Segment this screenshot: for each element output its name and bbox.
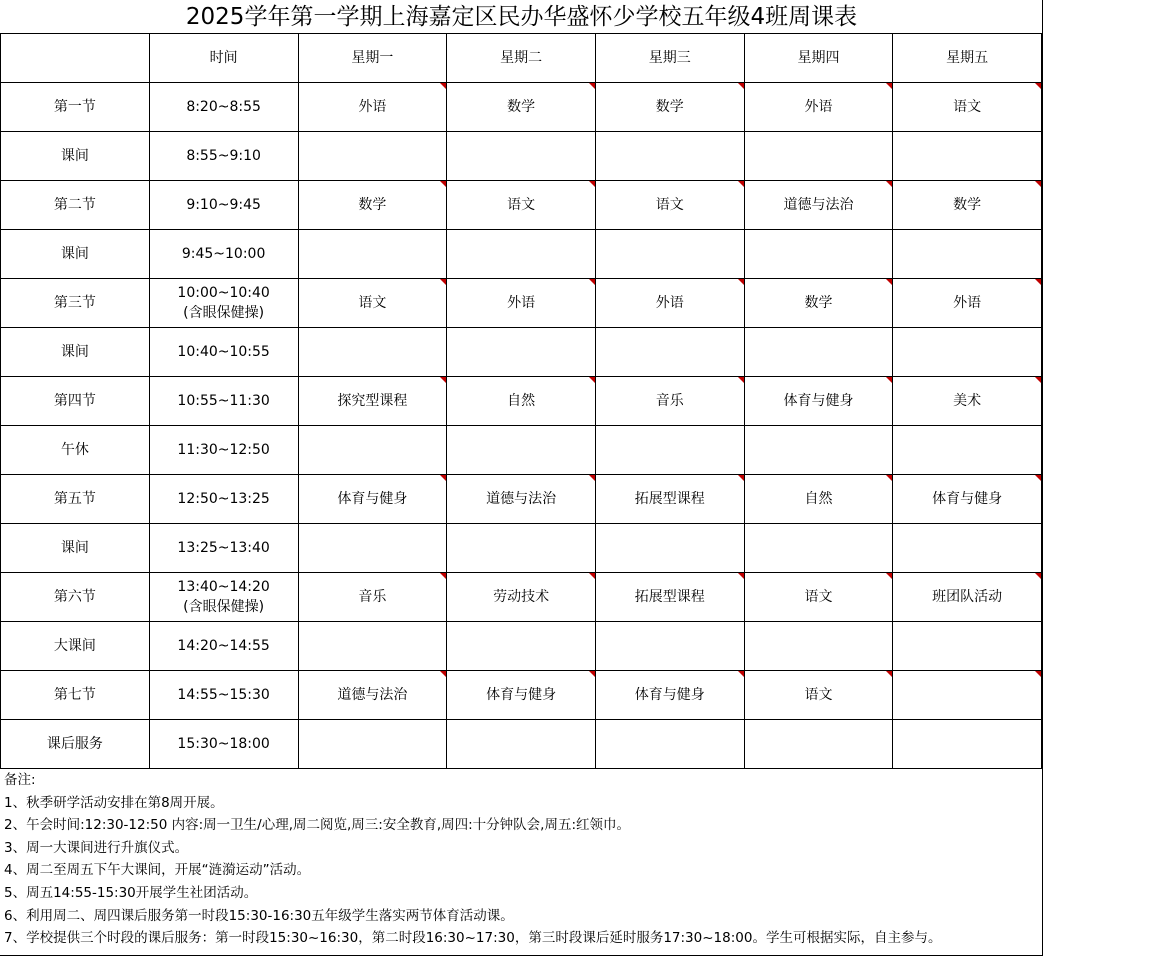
class-cell-thursday[interactable]: 体育与健身 <box>744 377 893 426</box>
class-cell-wednesday[interactable] <box>595 426 744 475</box>
time-range: 13:25~13:40 <box>177 540 270 556</box>
class-cell-monday[interactable] <box>298 328 447 377</box>
note-line: 2、午会时间:12:30-12:50 内容:周一卫生/心理,周二阅览,周三:安全教育,周四:十分钟队会,周五:红领巾。 <box>4 817 631 834</box>
period-cell[interactable]: 课间 <box>1 524 150 573</box>
class-cell-thursday[interactable]: 数学 <box>744 279 893 328</box>
class-cell-friday[interactable]: 数学 <box>893 181 1042 230</box>
period-cell[interactable]: 第五节 <box>1 475 150 524</box>
time-range: 13:40~14:20 <box>177 579 270 595</box>
table-row <box>1 573 1042 622</box>
period-cell[interactable]: 第七节 <box>1 671 150 720</box>
class-cell-wednesday[interactable] <box>595 524 744 573</box>
class-cell-friday[interactable] <box>893 132 1042 181</box>
note-line: 6、利用周二、周四课后服务第一时段15:30-16:30五年级学生落实两节体育活动课。 <box>4 907 514 924</box>
class-cell-monday[interactable]: 语文 <box>298 279 447 328</box>
time-cell[interactable] <box>149 132 298 181</box>
class-cell-tuesday[interactable]: 劳动技术 <box>447 573 596 622</box>
note-line: 5、周五14:55-15:30开展学生社团活动。 <box>4 884 258 901</box>
class-cell-wednesday[interactable] <box>595 328 744 377</box>
class-cell-monday[interactable]: 体育与健身 <box>298 475 447 524</box>
time-range: 10:40~10:55 <box>177 344 270 360</box>
class-cell-wednesday[interactable] <box>595 230 744 279</box>
time-cell[interactable] <box>149 671 298 720</box>
period-cell[interactable]: 第二节 <box>1 181 150 230</box>
class-cell-wednesday[interactable]: 外语 <box>595 279 744 328</box>
class-cell-monday[interactable] <box>298 720 447 769</box>
header-cell-monday[interactable]: 星期一 <box>298 34 447 83</box>
time-cell[interactable] <box>149 622 298 671</box>
period-cell[interactable]: 课间 <box>1 328 150 377</box>
table-row <box>1 132 1042 181</box>
page-title: 2025学年第一学期上海嘉定区民办华盛怀少学校五年级4班周课表 <box>0 0 1043 34</box>
class-cell-tuesday[interactable] <box>447 132 596 181</box>
time-note: (含眼保健操) <box>183 305 265 321</box>
class-cell-tuesday[interactable] <box>447 720 596 769</box>
note-line: 1、秋季研学活动安排在第8周开展。 <box>4 794 224 811</box>
class-cell-tuesday[interactable] <box>447 426 596 475</box>
class-cell-wednesday[interactable] <box>595 132 744 181</box>
period-cell[interactable]: 课间 <box>1 132 150 181</box>
class-cell-wednesday[interactable]: 拓展型课程 <box>595 573 744 622</box>
header-cell-tuesday[interactable]: 星期二 <box>447 34 596 83</box>
class-cell-tuesday[interactable]: 数学 <box>447 83 596 132</box>
class-cell-tuesday[interactable] <box>447 524 596 573</box>
class-cell-thursday[interactable] <box>744 426 893 475</box>
class-cell-monday[interactable] <box>298 426 447 475</box>
table-row <box>1 83 1042 132</box>
class-cell-thursday[interactable]: 自然 <box>744 475 893 524</box>
class-cell-monday[interactable]: 探究型课程 <box>298 377 447 426</box>
class-cell-wednesday[interactable]: 语文 <box>595 181 744 230</box>
class-cell-wednesday[interactable]: 数学 <box>595 83 744 132</box>
time-range: 10:00~10:40 <box>177 285 270 301</box>
time-range: 14:55~15:30 <box>177 687 270 703</box>
table-row <box>1 377 1042 426</box>
time-range: 8:20~8:55 <box>186 99 261 115</box>
time-cell[interactable] <box>149 181 298 230</box>
header-row <box>1 34 1042 83</box>
class-cell-tuesday[interactable]: 体育与健身 <box>447 671 596 720</box>
class-cell-tuesday[interactable]: 道德与法治 <box>447 475 596 524</box>
class-cell-friday[interactable] <box>893 230 1042 279</box>
period-cell[interactable]: 课间 <box>1 230 150 279</box>
period-cell[interactable]: 课后服务 <box>1 720 150 769</box>
header-cell-thursday[interactable]: 星期四 <box>744 34 893 83</box>
period-cell[interactable]: 第三节 <box>1 279 150 328</box>
timetable-body <box>1 83 1042 769</box>
class-cell-thursday[interactable]: 语文 <box>744 573 893 622</box>
time-range: 11:30~12:50 <box>177 442 270 458</box>
table-row <box>1 720 1042 769</box>
class-cell-monday[interactable] <box>298 622 447 671</box>
class-cell-monday[interactable]: 道德与法治 <box>298 671 447 720</box>
class-cell-tuesday[interactable] <box>447 328 596 377</box>
time-cell[interactable] <box>149 230 298 279</box>
period-cell[interactable]: 大课间 <box>1 622 150 671</box>
time-range: 14:20~14:55 <box>177 638 270 654</box>
class-cell-thursday[interactable] <box>744 720 893 769</box>
table-row <box>1 524 1042 573</box>
time-cell[interactable] <box>149 328 298 377</box>
class-cell-thursday[interactable] <box>744 524 893 573</box>
class-cell-thursday[interactable] <box>744 132 893 181</box>
time-cell[interactable] <box>149 720 298 769</box>
header-cell-friday[interactable]: 星期五 <box>893 34 1042 83</box>
class-cell-thursday[interactable] <box>744 622 893 671</box>
class-cell-wednesday[interactable]: 拓展型课程 <box>595 475 744 524</box>
class-cell-wednesday[interactable]: 音乐 <box>595 377 744 426</box>
class-cell-friday[interactable] <box>893 524 1042 573</box>
class-cell-thursday[interactable]: 外语 <box>744 83 893 132</box>
table-row <box>1 622 1042 671</box>
note-line: 3、周一大课间进行升旗仪式。 <box>4 839 189 856</box>
class-cell-wednesday[interactable] <box>595 622 744 671</box>
time-range: 15:30~18:00 <box>177 736 270 752</box>
class-cell-tuesday[interactable]: 外语 <box>447 279 596 328</box>
time-cell[interactable] <box>149 475 298 524</box>
class-cell-friday[interactable]: 班团队活动 <box>893 573 1042 622</box>
class-cell-thursday[interactable] <box>744 230 893 279</box>
header-cell-corner[interactable] <box>1 34 150 83</box>
time-range: 9:45~10:00 <box>181 246 266 262</box>
period-cell[interactable]: 第四节 <box>1 377 150 426</box>
time-range: 8:55~9:10 <box>186 148 261 164</box>
class-cell-tuesday[interactable] <box>447 230 596 279</box>
notes-section <box>4 769 1039 950</box>
period-cell[interactable]: 第一节 <box>1 83 150 132</box>
table-row <box>1 426 1042 475</box>
class-cell-friday[interactable] <box>893 720 1042 769</box>
class-cell-friday[interactable] <box>893 328 1042 377</box>
class-cell-tuesday[interactable] <box>447 622 596 671</box>
class-cell-friday[interactable] <box>893 426 1042 475</box>
time-range: 12:50~13:25 <box>177 491 270 507</box>
class-cell-friday[interactable] <box>893 671 1042 720</box>
time-cell[interactable] <box>149 83 298 132</box>
table-row <box>1 475 1042 524</box>
table-row <box>1 181 1042 230</box>
time-cell[interactable] <box>149 524 298 573</box>
table-row <box>1 328 1042 377</box>
class-cell-friday[interactable]: 语文 <box>893 83 1042 132</box>
class-cell-monday[interactable]: 音乐 <box>298 573 447 622</box>
class-cell-monday[interactable]: 外语 <box>298 83 447 132</box>
class-cell-thursday[interactable] <box>744 328 893 377</box>
class-cell-wednesday[interactable]: 体育与健身 <box>595 671 744 720</box>
table-row <box>1 671 1042 720</box>
class-cell-monday[interactable]: 数学 <box>298 181 447 230</box>
class-cell-wednesday[interactable] <box>595 720 744 769</box>
class-cell-friday[interactable]: 美术 <box>893 377 1042 426</box>
period-cell[interactable]: 第六节 <box>1 573 150 622</box>
header-cell-time[interactable]: 时间 <box>149 34 298 83</box>
table-row <box>1 279 1042 328</box>
class-cell-friday[interactable]: 外语 <box>893 279 1042 328</box>
time-range: 9:10~9:45 <box>186 197 261 213</box>
class-cell-tuesday[interactable]: 语文 <box>447 181 596 230</box>
class-cell-monday[interactable] <box>298 132 447 181</box>
class-cell-monday[interactable] <box>298 230 447 279</box>
class-cell-friday[interactable] <box>893 622 1042 671</box>
class-cell-thursday[interactable]: 道德与法治 <box>744 181 893 230</box>
timetable-grid <box>0 33 1042 769</box>
class-cell-tuesday[interactable]: 自然 <box>447 377 596 426</box>
class-cell-thursday[interactable]: 语文 <box>744 671 893 720</box>
time-cell[interactable] <box>149 279 298 328</box>
period-cell[interactable]: 午休 <box>1 426 150 475</box>
time-cell[interactable] <box>149 573 298 622</box>
note-line: 7、学校提供三个时段的课后服务：第一时段15:30~16:30，第二时段16:30~17:30，第三时段课后延时服务17:30~18:00。学生可根据实际，自主参与。 <box>4 930 942 947</box>
time-cell[interactable] <box>149 426 298 475</box>
time-cell[interactable] <box>149 377 298 426</box>
class-cell-friday[interactable]: 体育与健身 <box>893 475 1042 524</box>
class-cell-monday[interactable] <box>298 524 447 573</box>
time-note: (含眼保健操) <box>183 599 265 615</box>
time-range: 10:55~11:30 <box>177 393 270 409</box>
note-line: 4、周二至周五下午大课间，开展“涟漪运动”活动。 <box>4 862 311 879</box>
table-row <box>1 230 1042 279</box>
header-cell-wednesday[interactable]: 星期三 <box>595 34 744 83</box>
notes-heading: 备注: <box>4 772 36 788</box>
